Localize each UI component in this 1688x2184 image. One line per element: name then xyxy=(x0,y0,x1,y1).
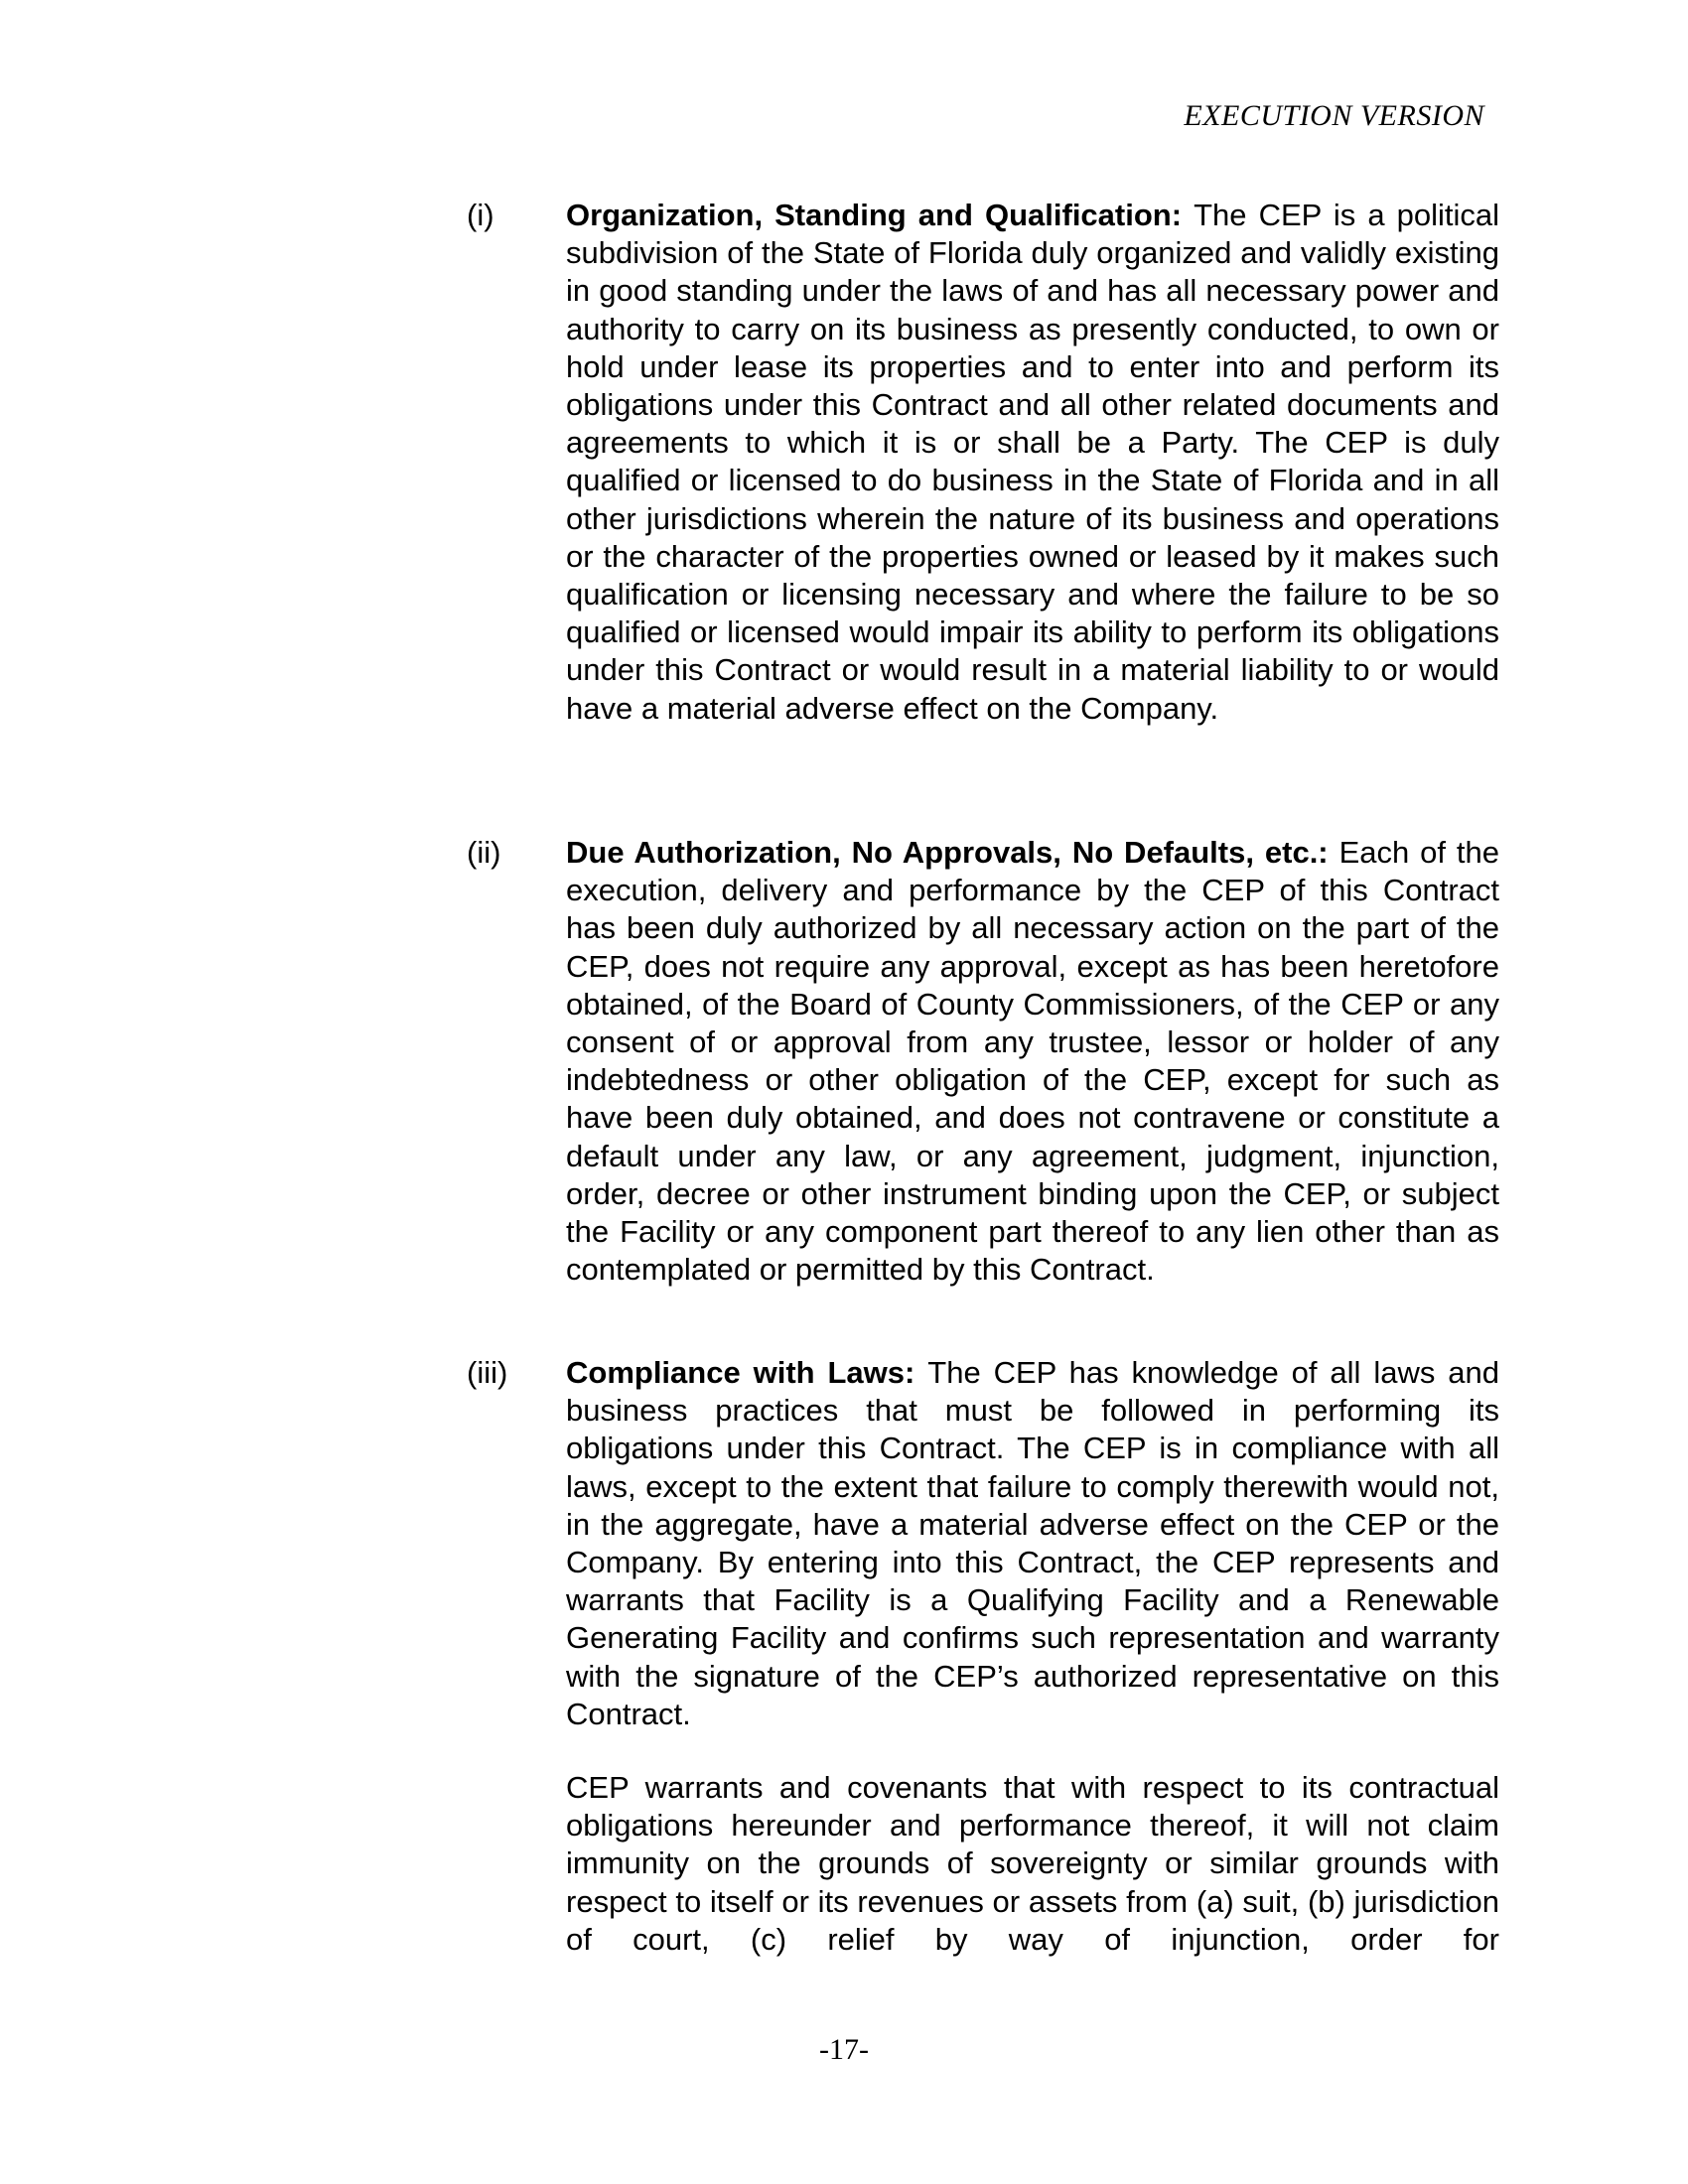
execution-version-header: EXECUTION VERSION xyxy=(1184,99,1484,132)
page-number: -17- xyxy=(819,2033,869,2066)
continuation-paragraph: CEP warrants and covenants that with respect to its contractual obligations hereunder and performance thereof, it will not claim immunity on the grounds of sovereignty or similar grounds with respect to itself or its revenues or assets from (a) suit, (b) jurisdiction of court, (c) relief by way of injunction, order for xyxy=(566,1770,1499,1957)
section-number: (ii) xyxy=(467,835,501,870)
section-text: Each of the execution, delivery and performance by the CEP of this Contract has been duly authorized by all necessary action on the part of the CEP, does not require any approval, except as has been heretofore obtained, of the Board of County Commissioners, of the CEP or any consent of or approval from any trustee, lessor or holder of any indebtedness or other obligation of the CEP, except for such as have been duly obtained, and does not contravene or constitute a default under any law, or any agreement, judgment, injunction, order, decree or other instrument binding upon the CEP, or subject the Facility or any component part thereof to any lien other than as contemplated or permitted by this Contract. xyxy=(566,835,1500,1288)
section-number: (iii) xyxy=(467,1355,508,1390)
section-number: (i) xyxy=(467,198,494,232)
section-text: The CEP has knowledge of all laws and business practices that must be followed in performing its obligations under this Contract. The CEP is in compliance with all laws, except to the extent that failure to comply therewith would not, in the aggregate, have a material adverse effect on the CEP or the Company. By entering into this Contract, the CEP represents and warrants that Facility is a Qualifying Facility and a Renewable Generating Facility and confirms such representation and warranty with the signature of the CEP’s authorized representative on this Contract. xyxy=(566,1355,1499,1731)
section-heading: Compliance with Laws: xyxy=(566,1355,928,1390)
section-body xyxy=(566,834,1499,1289)
section-body xyxy=(566,1354,1499,1733)
section-text: The CEP is a political subdivision of the State of Florida duly organized and validly existing in good standing under the laws of and has all necessary power and authority to carry on its business as presently conducted, to own or hold under lease its properties and to enter into and perform its obligations under this Contract and all other related documents and agreements to which it is or shall be a Party. The CEP is duly qualified or licensed to do business in the State of Florida and in all other jurisdictions wherein the nature of its business and operations or the character of the properties owned or leased by it makes such qualification or licensing necessary and where the failure to be so qualified or licensed would impair its ability to perform its obligations under this Contract or would result in a material liability to or would have a material adverse effect on the Company. xyxy=(566,198,1500,726)
section-heading: Organization, Standing and Qualification: xyxy=(566,198,1195,232)
section-body xyxy=(566,197,1499,728)
section-heading: Due Authorization, No Approvals, No Defaults, etc.: xyxy=(566,835,1339,870)
